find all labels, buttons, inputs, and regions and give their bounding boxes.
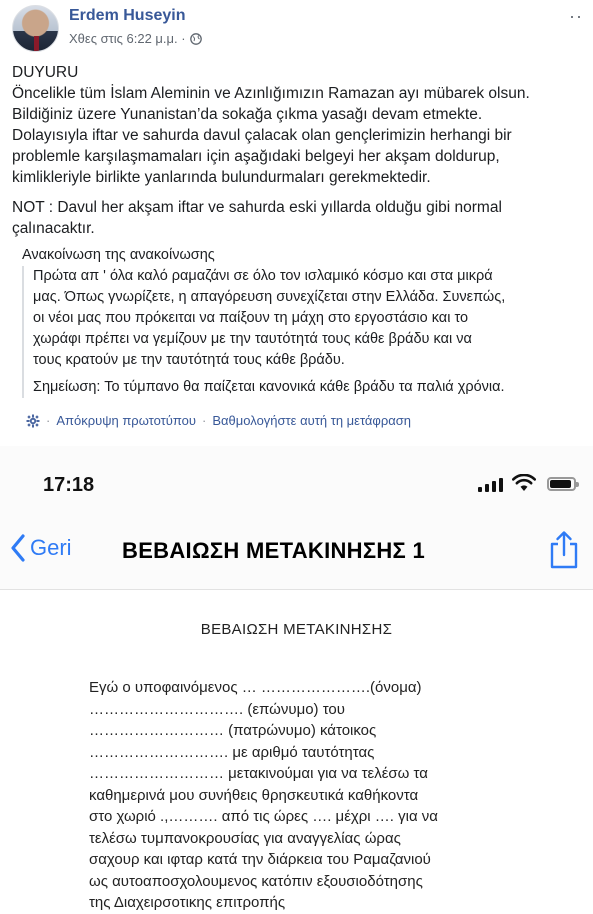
post-text [12, 62, 587, 239]
document-line: καθημερινά μου συνήθεις θρησκευτικά καθήκοντα [89, 786, 419, 804]
avatar-tie [34, 36, 39, 52]
translation-body [22, 266, 592, 398]
document-line: ……………………… (πατρώνυμο) κάτοικος [89, 722, 377, 739]
translation-note: Σημείωση: Το τύμπανο θα παίζεται κανονικά κάθε βράδυ τα παλιά χρόνια. [33, 379, 505, 395]
separator: · [46, 413, 51, 428]
signal-icon [478, 476, 503, 492]
translation-line: χωράφι πρέπει να γεμίζουν με την ταυτότητά τους κάθε βράδυ και να [33, 331, 472, 347]
document-page [0, 591, 593, 914]
translation-heading: Ανακοίνωση της ανακοίνωσης [22, 247, 215, 263]
post-note-line: NOT : Davul her akşam iftar ve sahurda eski yıllarda olduğu gibi normal [12, 199, 502, 216]
back-label: Geri [30, 535, 72, 560]
document-line: Εγώ ο υποφαινόμενος … ………………….(όνομα) [89, 679, 422, 696]
document-title: ΒΕΒΑΙΩΣΗ ΜΕΤΑΚΙΝΗΣΗΣ [200, 621, 393, 638]
translation-line: τους κρατούν με την ταυτότητά τους κάθε βράδυ. [33, 352, 345, 368]
document-body [89, 677, 529, 914]
translation-line: μας. Όπως γνωρίζετε, η απαγόρευση συνεχίζεται στην Ελλάδα. Συνεπώς, [33, 289, 506, 305]
chevron-left-icon [10, 534, 26, 562]
translation-block [22, 245, 592, 398]
translation-actions [26, 413, 411, 428]
document-line: ως αυτοαποσχολουμενος κατόπιν εξουσιοδότησης [89, 872, 423, 890]
status-time: 17:18 [43, 474, 95, 496]
post-line: kimlikleriyle birlikte yanlarında bulundurmaları gerekmektedir. [12, 169, 431, 186]
post-meta [69, 31, 202, 46]
more-options-icon[interactable]: ·· [569, 6, 583, 26]
author-name[interactable]: Erdem Huseyin [69, 7, 186, 24]
post-line: Bildiğiniz üzere Yunanistan’da sokağa çıkma yasağı devam etmekte. [12, 106, 483, 123]
document-line: ………………………. με αριθμό ταυτότητας [89, 743, 375, 761]
attached-screenshot[interactable] [0, 446, 593, 914]
translation-line: οι νέοι μας που πρόκειται να παίξουν τη μάχη στο εργοστάσιο και το [33, 310, 469, 326]
status-bar [0, 446, 593, 512]
nav-title: ΒΕΒΑΙΩΣΗ ΜΕΤΑΚΙΝΗΣΗΣ 1 [122, 538, 425, 563]
post-line: DUYURU [12, 64, 79, 81]
back-button[interactable] [10, 534, 72, 562]
battery-icon [547, 477, 576, 491]
gear-icon[interactable] [26, 414, 40, 428]
share-icon[interactable] [547, 530, 581, 570]
document-line: τελέσω τυμπανοκρουσίας για αναγγελίας ώρας [89, 829, 401, 847]
document-line: της Διαχειρσοτικης επιτροπής [89, 894, 286, 911]
document-line: σαχουρ και ιφταρ κατά την διάρκεια του Ραμαζανιού [89, 851, 431, 868]
post-note-line: çalınacaktır. [12, 220, 95, 237]
globe-icon [190, 33, 202, 45]
rate-translation-link[interactable]: Βαθμολογήστε αυτή τη μετάφραση [212, 413, 412, 428]
hide-original-link[interactable]: Απόκρυψη πρωτοτύπου [56, 413, 197, 428]
translation-line: Πρώτα απ ' όλα καλό ραμαζάνι σε όλο τον ισλαμικό κόσμο και στα μικρά [33, 268, 493, 284]
post-line: Dolayısıyla iftar ve sahurda davul çalacak olan gençlerimizin herhangi bir [12, 127, 512, 144]
document-line: στο χωριό .,………. από τις ώρες …. μέχρι …. για να [89, 808, 438, 825]
post-header [0, 0, 593, 58]
document-line: ……………………… μετακινούμαι για να τελέσω τα [89, 765, 428, 782]
post-line: problemle karşılaşmamaları için aşağıdaki belgeyi her akşam doldurup, [12, 148, 500, 165]
document-line: …………………………. (επώνυμο) του [89, 700, 345, 718]
avatar[interactable] [12, 5, 59, 52]
nav-bar [0, 512, 593, 590]
post-timestamp[interactable]: Χθες στις 6:22 μ.μ. · [69, 31, 186, 46]
separator: · [202, 413, 207, 428]
wifi-icon [512, 474, 536, 492]
post-line: Öncelikle tüm İslam Aleminin ve Azınlığımızın Ramazan ayı mübarek olsun. [12, 85, 530, 102]
